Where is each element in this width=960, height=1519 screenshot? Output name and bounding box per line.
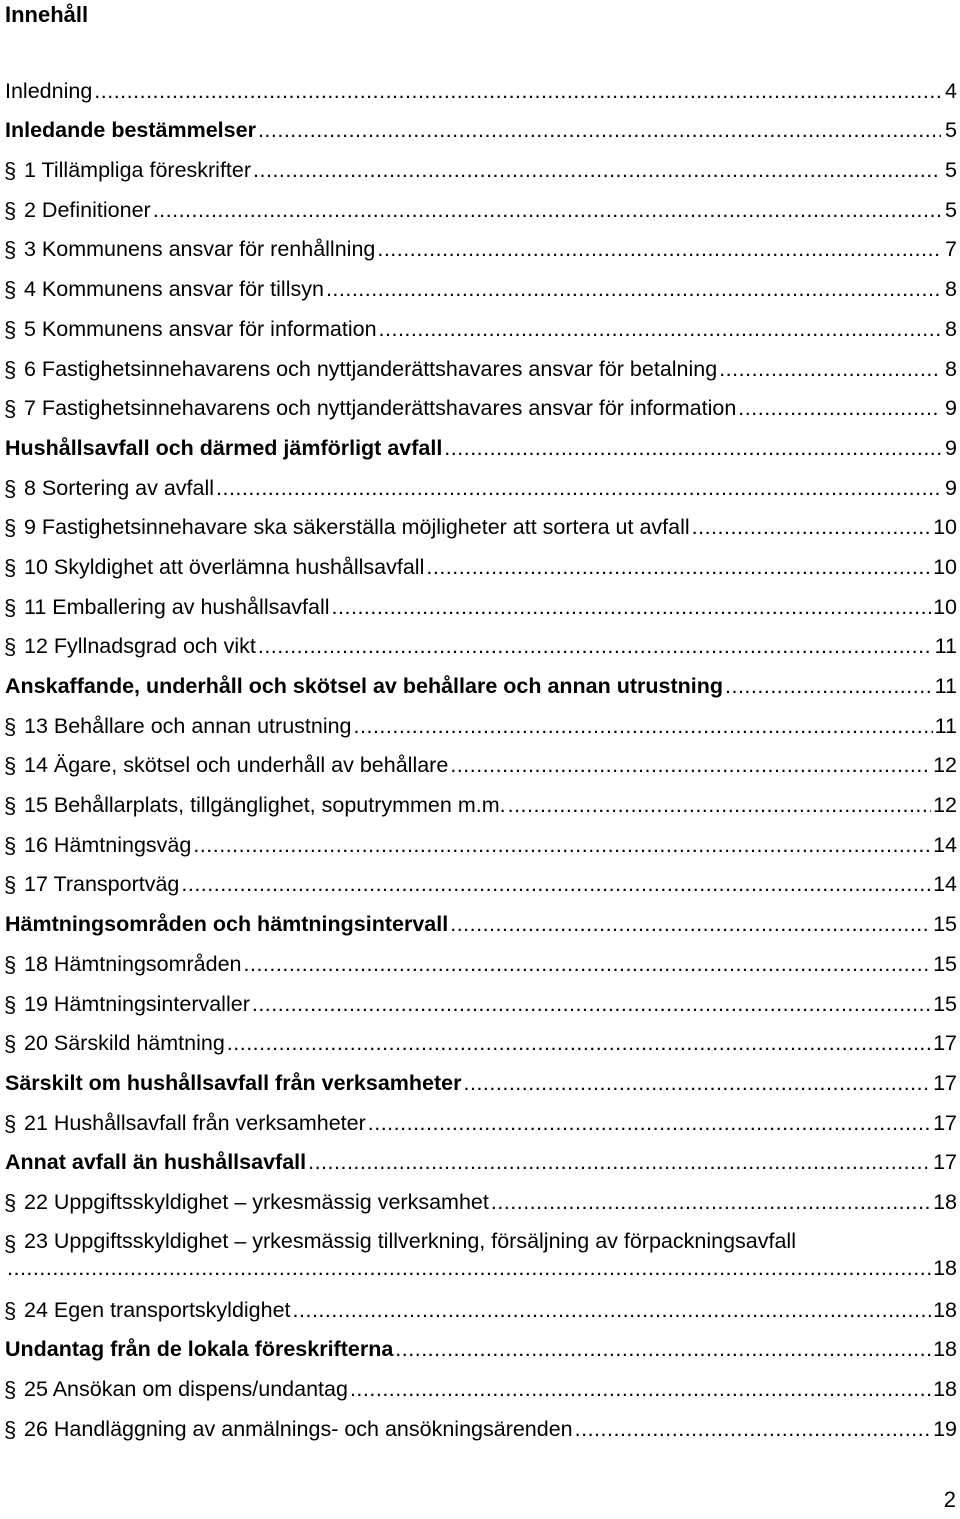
toc-entry[interactable]	[0, 945, 960, 985]
toc-entry-page: 5	[945, 197, 957, 222]
dot-leader	[350, 1377, 931, 1402]
dot-leader	[692, 515, 931, 540]
section-sign-icon: §	[4, 237, 17, 263]
dot-leader	[426, 555, 931, 580]
toc-entry[interactable]	[0, 310, 960, 350]
toc-entry[interactable]	[0, 707, 960, 747]
toc-entry-page: 15	[933, 951, 957, 976]
toc-entry[interactable]	[0, 826, 960, 866]
toc-entry-page: 17	[933, 1110, 957, 1135]
toc-entry[interactable]	[0, 667, 960, 707]
toc-entry-title: 17 Transportväg	[24, 872, 180, 897]
toc-entry-page: 19	[933, 1416, 957, 1441]
toc-entry-title: 19 Hämtningsintervaller	[24, 991, 250, 1016]
section-sign-icon: §	[4, 1377, 17, 1402]
toc-entry-page: 8	[945, 356, 957, 381]
dot-leader	[450, 753, 931, 778]
toc-entry-title: 9 Fastighetsinnehavare ska säkerställa möjligheter att sortera ut avfall	[24, 515, 690, 540]
toc-entry-page: 10	[933, 594, 957, 619]
dot-leader	[444, 436, 941, 461]
toc-entry-title: 4 Kommunens ansvar för tillsyn	[24, 277, 324, 302]
dot-leader	[354, 714, 933, 739]
dot-leader	[258, 634, 933, 659]
toc-entry-title: 25 Ansökan om dispens/undantag	[24, 1377, 348, 1401]
toc-heading: Innehåll	[5, 2, 89, 27]
toc-entry[interactable]	[0, 350, 960, 390]
toc-entry-title: 12 Fyllnadsgrad och vikt	[24, 634, 256, 659]
toc-entry-title: 15 Behållarplats, tillgänglighet, soputrymmen m.m.	[24, 793, 506, 818]
section-sign-icon: §	[4, 793, 17, 819]
dot-leader	[227, 1031, 931, 1056]
toc-entry-title: 13 Behållare och annan utrustning	[24, 713, 352, 738]
dot-leader	[216, 476, 941, 501]
section-sign-icon: §	[4, 1189, 17, 1215]
section-sign-icon: §	[4, 951, 17, 977]
toc-entry[interactable]	[0, 429, 960, 469]
toc-entry-title: 22 Uppgiftsskyldighet – yrkesmässig verksamhet	[24, 1189, 489, 1214]
dot-leader	[293, 1298, 932, 1323]
toc-entry-page: 17	[933, 1070, 957, 1095]
toc-entry-title: 18 Hämtningsområden	[24, 951, 242, 976]
dot-leader	[491, 1190, 931, 1215]
toc-entry-page: 9	[945, 396, 957, 421]
page-number: 2	[943, 1487, 956, 1512]
toc-entry[interactable]	[0, 231, 960, 271]
toc-entry[interactable]	[0, 1223, 960, 1291]
dot-leader	[719, 357, 941, 382]
toc-entry[interactable]	[0, 1183, 960, 1223]
section-sign-icon: §	[4, 515, 17, 541]
toc-entry-title: Annat avfall än hushållsavfall	[5, 1150, 307, 1175]
toc-entry[interactable]	[0, 628, 960, 668]
toc-entry-title: 21 Hushållsavfall från verksamheter	[24, 1110, 366, 1135]
toc-entry[interactable]	[0, 509, 960, 549]
dot-leader	[575, 1417, 931, 1442]
toc-entry-page: 12	[933, 753, 957, 778]
toc-entry-title: Inledning	[5, 78, 93, 103]
toc-entry[interactable]	[0, 1410, 960, 1450]
toc-entry-page: 5	[945, 158, 957, 183]
toc-entry-page: 10	[933, 515, 957, 540]
toc-entry-title: Hämtningsområden och hämtningsintervall	[5, 912, 449, 937]
dot-leader	[379, 317, 941, 342]
toc-entry-title: 23 Uppgiftsskyldighet – yrkesmässig tillverkning, försäljning av förpackningsavfall	[24, 1228, 796, 1253]
toc-entry-page: 8	[945, 316, 957, 341]
dot-leader	[450, 912, 931, 937]
toc-entry[interactable]	[0, 151, 960, 191]
section-sign-icon: §	[4, 316, 17, 342]
toc-entry[interactable]	[0, 985, 960, 1025]
toc-entry-page: 18	[933, 1189, 957, 1214]
dot-leader	[464, 1071, 932, 1096]
dot-leader	[253, 158, 941, 183]
section-sign-icon: §	[4, 594, 17, 620]
dot-leader	[395, 1337, 931, 1362]
toc-entry-title: Anskaffande, underhåll och skötsel av behållare och annan utrustning	[5, 674, 724, 698]
dot-leader	[377, 237, 941, 262]
section-sign-icon: §	[4, 991, 17, 1017]
section-sign-icon: §	[4, 1297, 17, 1323]
dot-leader	[153, 198, 941, 223]
toc-entry-title: 6 Fastighetsinnehavarens och nyttjanderättshavares ansvar för betalning	[24, 356, 718, 381]
toc-entry-page: 14	[933, 872, 957, 897]
dot-leader	[508, 793, 931, 818]
toc-entry-page: 17	[933, 1031, 957, 1056]
toc-entry-title: Inledande bestämmelser	[5, 118, 256, 143]
toc-entry-title: Särskilt om hushållsavfall från verksamheter	[5, 1070, 462, 1095]
dot-leader	[738, 396, 941, 421]
toc-entry[interactable]	[0, 1291, 960, 1331]
toc-entry-title: 26 Handläggning av anmälnings- och ansökningsärenden	[24, 1416, 573, 1441]
section-sign-icon: §	[4, 554, 17, 580]
toc-entry[interactable]	[0, 1025, 960, 1065]
toc-entry-title: 14 Ägare, skötsel och underhåll av behållare	[24, 753, 449, 778]
toc-entry-page: 15	[933, 912, 957, 937]
toc-entry-page: 5	[945, 118, 957, 143]
toc-entry-page: 18	[933, 1377, 957, 1401]
toc-entry[interactable]	[0, 1064, 960, 1104]
toc-entry-page: 12	[933, 793, 957, 818]
toc-entry[interactable]	[0, 747, 960, 787]
section-sign-icon: §	[4, 396, 17, 422]
section-sign-icon: §	[4, 1230, 17, 1256]
section-sign-icon: §	[4, 872, 17, 898]
toc-entry[interactable]	[0, 786, 960, 826]
dot-leader	[258, 118, 941, 143]
toc-entry-title: 8 Sortering av avfall	[24, 475, 215, 500]
toc-entry-page: 18	[933, 1337, 957, 1362]
toc-entry-page: 11	[934, 713, 957, 738]
section-sign-icon: §	[4, 356, 17, 382]
toc-entry[interactable]	[0, 866, 960, 906]
toc-entry-page: 7	[945, 237, 957, 262]
section-sign-icon: §	[4, 1110, 17, 1136]
toc-entry-page: 11	[934, 634, 957, 659]
dot-leader	[7, 1256, 931, 1281]
toc-entry-title: Undantag från de lokala föreskrifterna	[5, 1337, 394, 1362]
section-sign-icon: §	[4, 634, 17, 660]
toc-entry[interactable]	[0, 1331, 960, 1371]
toc-entry[interactable]	[0, 1370, 960, 1410]
toc-entry[interactable]	[0, 1104, 960, 1144]
toc-entry[interactable]	[0, 588, 960, 628]
dot-leader	[332, 595, 932, 620]
toc-entry[interactable]	[0, 191, 960, 231]
toc-entry-title: 11 Emballering av hushållsavfall	[24, 594, 330, 619]
toc-entry-title: 16 Hämtningsväg	[24, 832, 192, 857]
toc-entry[interactable]	[0, 1144, 960, 1184]
toc-entry-title: 7 Fastighetsinnehavarens och nyttjanderättshavares ansvar för information	[24, 396, 737, 421]
dot-leader	[244, 952, 932, 977]
toc-entry[interactable]	[0, 390, 960, 430]
toc-entry[interactable]	[0, 270, 960, 310]
toc-entry-title: 10 Skyldighet att överlämna hushållsavfall	[24, 554, 425, 579]
dot-leader	[326, 277, 941, 302]
dot-leader	[193, 833, 931, 858]
toc-entry-page: 17	[933, 1150, 957, 1175]
toc-entry-page: 9	[945, 475, 957, 500]
toc-entry-title: 5 Kommunens ansvar för information	[24, 316, 377, 341]
toc-entry-title: 24 Egen transportskyldighet	[24, 1297, 291, 1322]
toc-entry[interactable]	[0, 548, 960, 588]
toc-entry[interactable]	[0, 469, 960, 509]
toc-entry-page: 18	[933, 1297, 957, 1322]
toc-entry-page: 4	[945, 78, 957, 103]
toc-entry-title: 20 Särskild hämtning	[24, 1031, 225, 1056]
toc-entry[interactable]	[0, 112, 960, 152]
section-sign-icon: §	[4, 277, 17, 303]
dot-leader	[181, 872, 931, 897]
toc-entry-page: 8	[945, 277, 957, 302]
toc-entry-page: 10	[933, 554, 957, 579]
toc-entry-page: 18	[933, 1255, 957, 1280]
section-sign-icon: §	[4, 753, 17, 779]
toc-entry-page: 11	[934, 674, 957, 698]
section-sign-icon: §	[4, 1031, 17, 1057]
dot-leader	[308, 1150, 931, 1175]
dot-leader	[725, 674, 933, 699]
dot-leader	[94, 79, 941, 104]
toc-entry[interactable]	[0, 72, 960, 112]
toc-entry-title: 3 Kommunens ansvar för renhållning	[24, 237, 376, 262]
toc-entry-title: 2 Definitioner	[24, 197, 151, 222]
table-of-contents	[0, 72, 960, 1450]
dot-leader	[252, 992, 931, 1017]
section-sign-icon: §	[4, 1416, 17, 1442]
toc-entry-page: 9	[945, 435, 957, 460]
dot-leader	[368, 1111, 931, 1136]
section-sign-icon: §	[4, 158, 17, 184]
toc-entry-title: Hushållsavfall och därmed jämförligt avfall	[5, 435, 443, 460]
section-sign-icon: §	[4, 832, 17, 858]
toc-entry-page: 15	[933, 991, 957, 1016]
section-sign-icon: §	[4, 475, 17, 501]
toc-entry-title: 1 Tillämpliga föreskrifter	[24, 158, 252, 183]
section-sign-icon: §	[4, 713, 17, 739]
toc-entry[interactable]	[0, 905, 960, 945]
toc-entry-page: 14	[933, 832, 957, 857]
section-sign-icon: §	[4, 197, 17, 223]
